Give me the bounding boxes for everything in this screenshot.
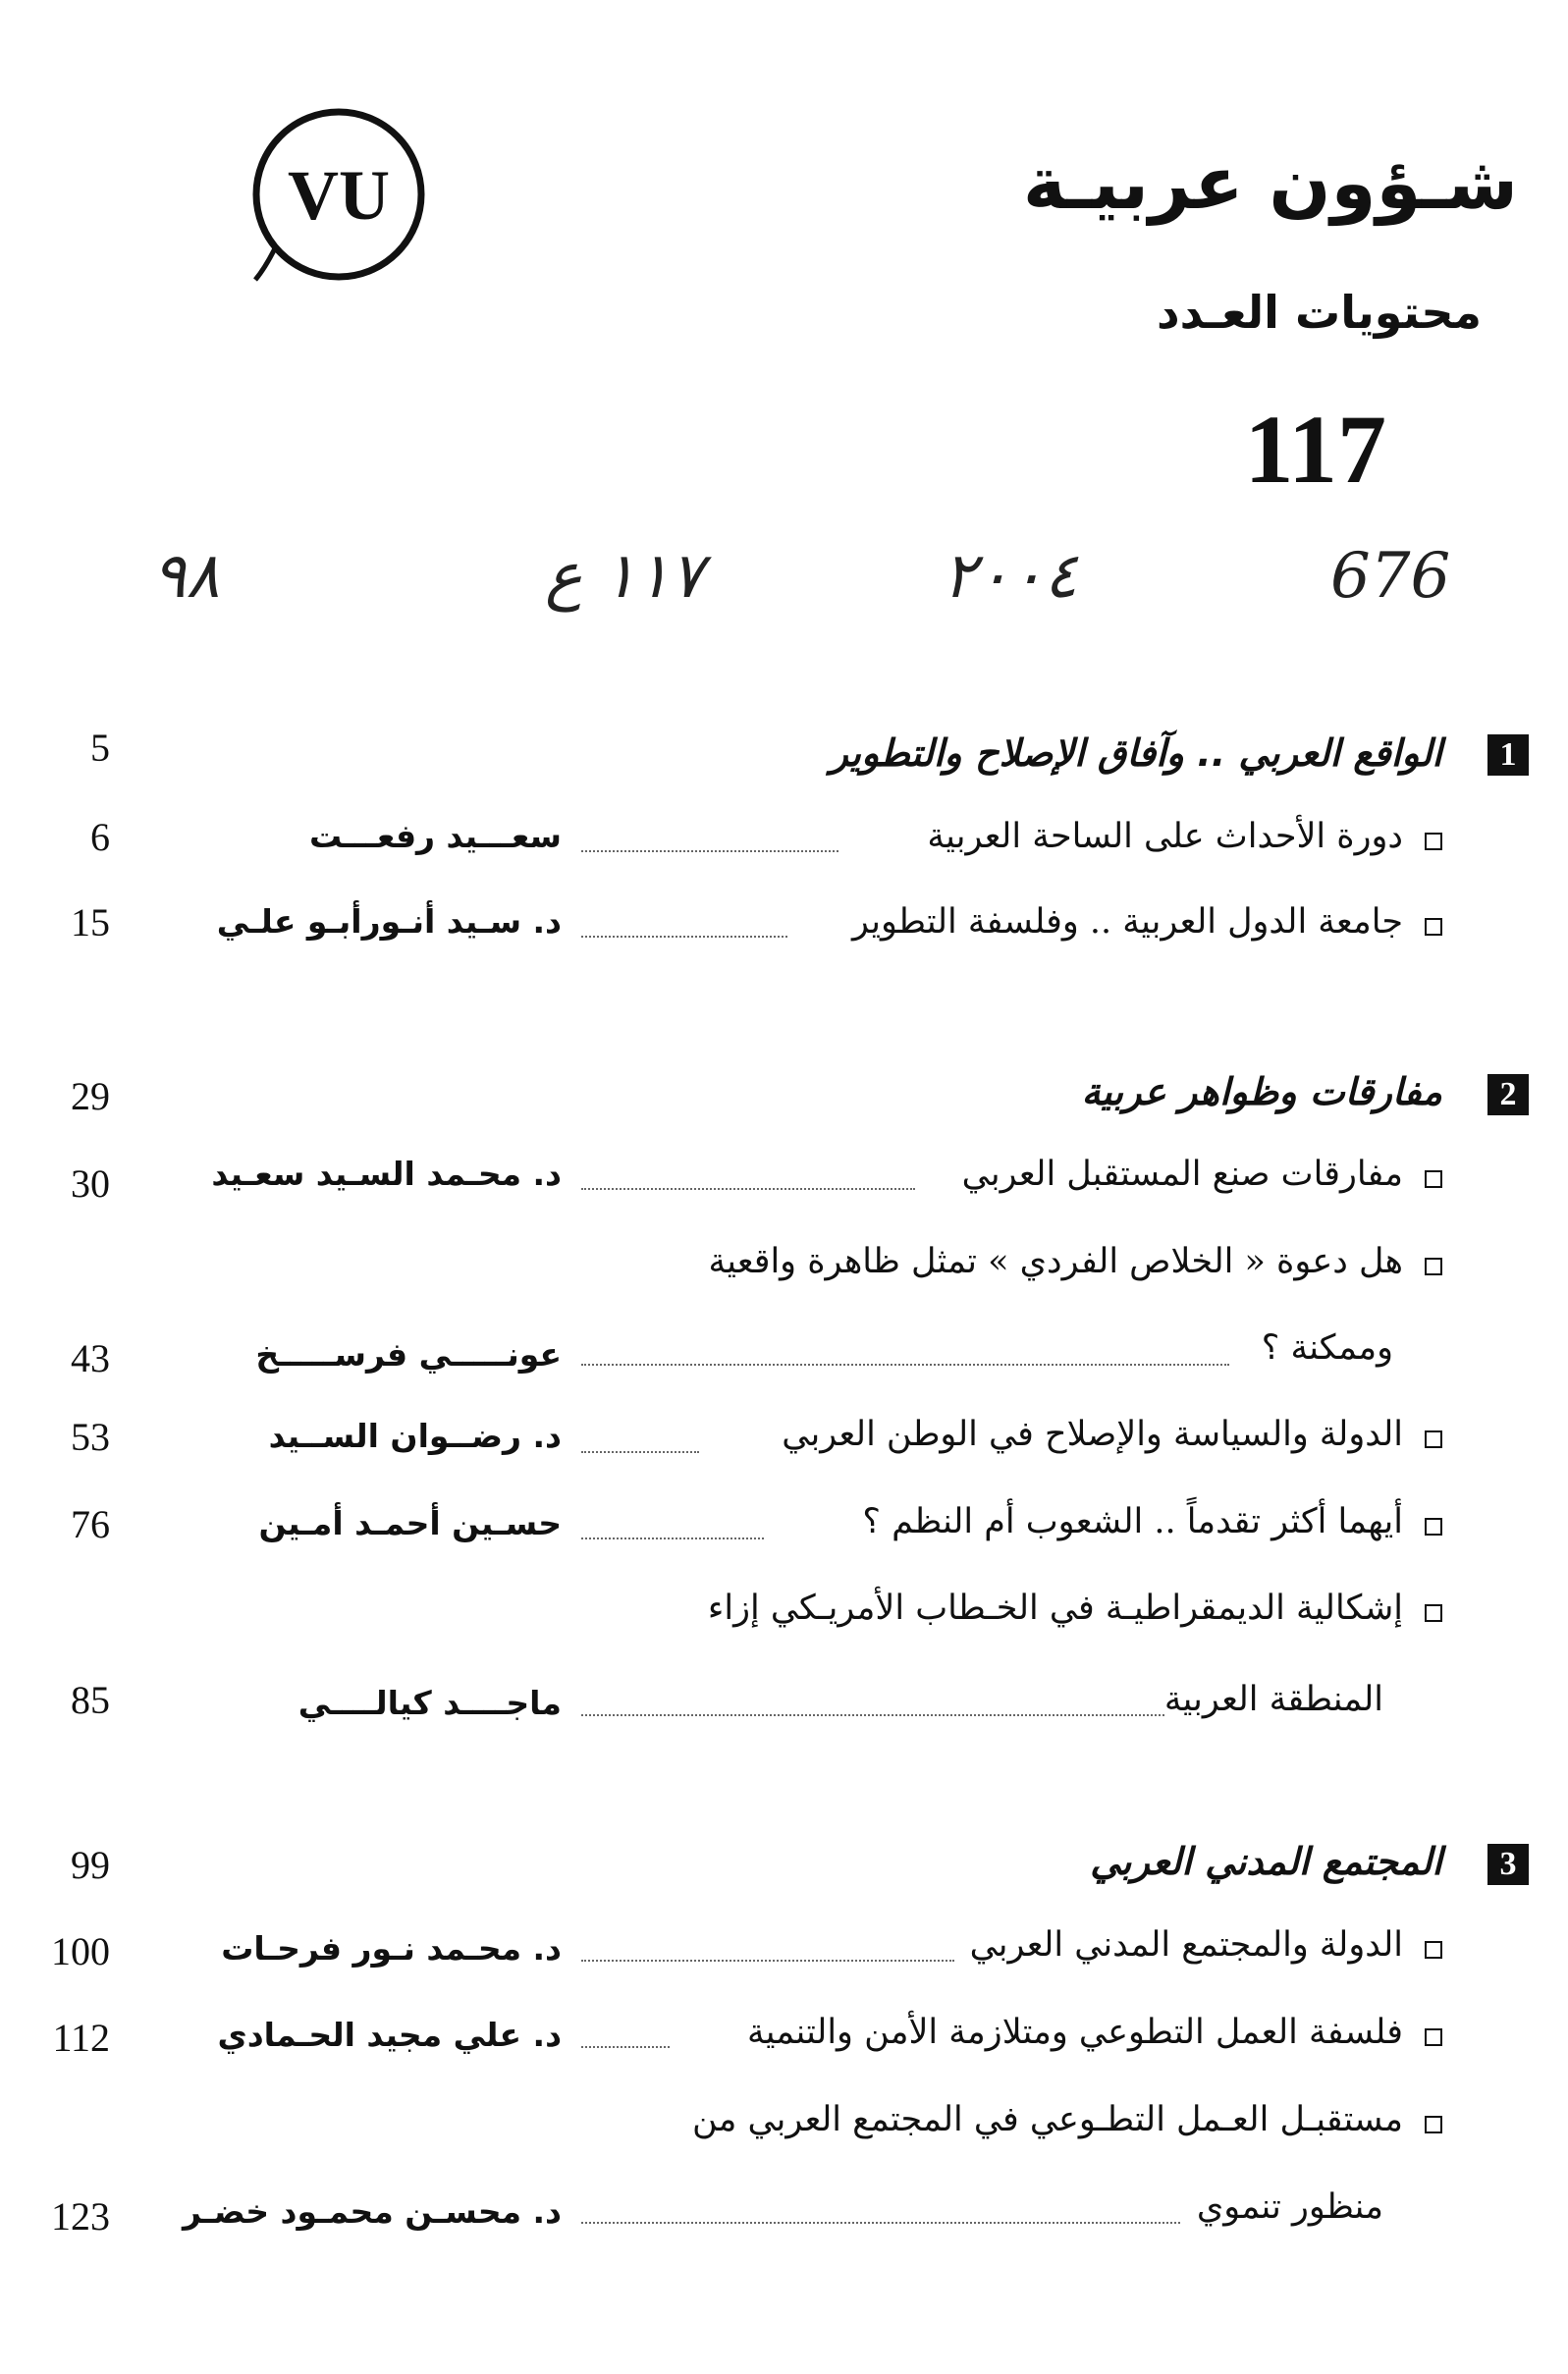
checkbox-icon (1425, 1170, 1442, 1188)
dot-leader (581, 1960, 954, 1962)
dot-leader (581, 2222, 1180, 2224)
handwritten-note: 676 (1330, 540, 1451, 613)
entry-title: جامعة الدول العربية .. وفلسفة التطوير (851, 902, 1403, 942)
entry-title: الدولة والسياسة والإصلاح في الوطن العربي (782, 1415, 1403, 1454)
page-number: 29 (71, 1074, 110, 1118)
handwritten-note: ٩٨ (152, 540, 220, 613)
entry-author: ماجــــد كيالــــي (297, 1684, 562, 1722)
entry-author: د. محـمد نـور فرحـات (221, 1929, 562, 1968)
dot-leader (581, 1538, 764, 1539)
entry-author: عونـــــي فرســـــخ (255, 1335, 562, 1374)
entry-author: د. محـمد السـيد سعـيد (211, 1155, 562, 1193)
stamp-text: VU (288, 156, 390, 235)
section-number: 1 (1487, 734, 1529, 776)
dot-leader (581, 936, 787, 938)
entry-title: هل دعوة « الخلاص الفردي » تمثل ظاهرة واقعية (708, 1242, 1403, 1281)
page-number: 99 (71, 1843, 110, 1887)
checkbox-icon (1425, 2116, 1442, 2133)
dot-leader (581, 1451, 699, 1453)
page-number: 6 (90, 815, 110, 859)
entry-title: دورة الأحداث على الساحة العربية (927, 817, 1403, 856)
handwritten-note: ١١٧ ع (545, 540, 704, 613)
checkbox-icon (1425, 918, 1442, 936)
entry-title: مستقبـل العـمل التطـوعي في المجتمع العربي من (691, 2100, 1403, 2139)
entry-title: مفارقات صنع المستقبل العربي (961, 1155, 1403, 1194)
handwritten-note: ٢٠٠٤ (943, 540, 1078, 613)
entry-title-continuation: وممكنة ؟ (1261, 1328, 1393, 1368)
entry-title-continuation: المنطقة العربية (1163, 1680, 1383, 1719)
entry-title: إشكالية الديمقراطيـة في الخـطاب الأمريـكي إزاء (707, 1589, 1403, 1628)
page-number: 30 (71, 1161, 110, 1206)
section-title: الواقع العربي .. وآفاق الإصلاح والتطوير (830, 731, 1442, 775)
page-number: 15 (71, 900, 110, 944)
entry-title-continuation: منظور تنموي (1196, 2187, 1383, 2227)
page-number: 53 (71, 1415, 110, 1459)
entry-title: فلسفة العمل التطوعي ومتلازمة الأمن والتنمية (746, 2013, 1403, 2052)
page-number: 76 (71, 1502, 110, 1546)
entry-author: حسـين أحمـد أمـين (258, 1504, 562, 1542)
section-title: المجتمع المدني العربي (1090, 1840, 1442, 1883)
journal-title: شـؤون عربيـة (1022, 141, 1518, 226)
checkbox-icon (1425, 2028, 1442, 2046)
checkbox-icon (1425, 1430, 1442, 1448)
section-number: 2 (1487, 1074, 1529, 1115)
entry-author: د. محسـن محمـود خضـر (182, 2192, 562, 2231)
page-number: 5 (90, 726, 110, 770)
section-title: مفارقات وظواهر عربية (1081, 1070, 1442, 1113)
page-number: 100 (51, 1929, 110, 1973)
page-number: 112 (52, 2016, 110, 2060)
checkbox-icon (1425, 1604, 1442, 1622)
contents-label: محتويات العـدد (1157, 286, 1482, 339)
entry-author: سعـــيد رفعـــت (309, 817, 562, 855)
checkbox-icon (1425, 833, 1442, 850)
dot-leader (581, 1188, 915, 1190)
dot-leader (581, 1714, 1164, 1716)
checkbox-icon (1425, 1941, 1442, 1959)
checkbox-icon (1425, 1518, 1442, 1536)
page-number: 123 (51, 2194, 110, 2239)
section-number: 3 (1487, 1844, 1529, 1885)
entry-title: الدولة والمجتمع المدني العربي (969, 1925, 1403, 1965)
entry-author: د. سـيد أنـورأبـو علـي (216, 902, 562, 941)
entry-author: د. رضــوان الســيد (268, 1417, 562, 1455)
dot-leader (581, 2046, 670, 2048)
entry-author: د. علي مجيد الحـمادي (217, 2016, 562, 2054)
issue-number: 117 (1244, 395, 1386, 504)
library-stamp (245, 101, 432, 288)
entry-title: أيهما أكثر تقدماً .. الشعوب أم النظم ؟ (862, 1502, 1403, 1541)
dot-leader (581, 850, 838, 852)
page-number: 85 (71, 1678, 110, 1722)
checkbox-icon (1425, 1258, 1442, 1275)
dot-leader (581, 1364, 1229, 1366)
page-number: 43 (71, 1336, 110, 1380)
